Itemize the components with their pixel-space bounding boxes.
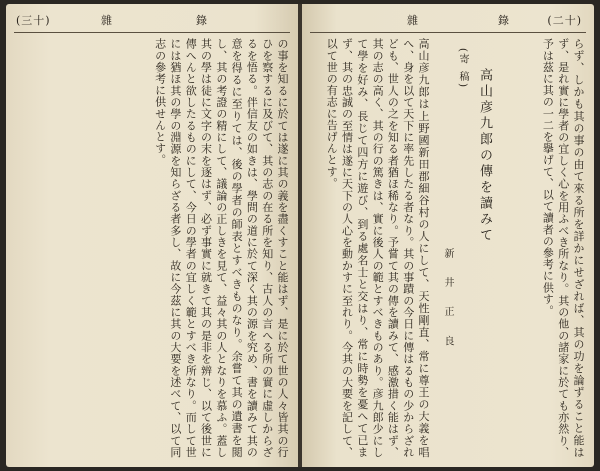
left-header-rule xyxy=(14,32,290,33)
right-page xyxy=(302,4,594,467)
right-page-number: (二十) xyxy=(547,14,582,27)
left-body-text: の事を知るに於ては遂に其の義を盡くすこと能はず、是に於て世の人々皆其の行ひを察するに及びて、其の志の在る所を知り、古人の言へる所の實に虛しからざるを悟る。伴信友の如きは、學問の道に於て深く其の源を究め、書を讀みて其の意を得るに至りては、後の學者の師表とすべきものなり。余嘗て其の遺書を閲し、其の考證の精にして、議論の正しきを見て、益々其の人となりを慕ふ。蓋し其の學は徒に文字の末を逐はず、必ず事實に就きて其の是非を辨じ、以て後世に傳へんと欲したるものにして、今日の學者の宜しく範とすべき所なり。而して世には猶ほ其の學の淵源を知らざる者多し、故に今茲に其の大要を述べて、以て同志の參考に供せんとす。 xyxy=(153,38,289,458)
article-byline xyxy=(434,38,470,458)
left-page xyxy=(6,4,298,467)
article-title: 高山彦九郎の傳を讀みて xyxy=(477,68,492,244)
article-author: 新 井 正 良 xyxy=(442,248,453,354)
left-header-char-1: 雜 xyxy=(101,14,114,27)
left-page-number: (三十) xyxy=(16,14,51,27)
right-running-head xyxy=(302,12,594,30)
right-body-text-top: らず、しかも其の事の由て來る所を詳かにせざれば、其の功を論ずること能はず、是れ實に學者の宜しく心を用ふべき所なり。其の他の諸家に於ても亦然り、予は茲に其の一二を擧げて、以て讀者の參考に供す。 xyxy=(541,38,585,458)
left-header-char-2: 錄 xyxy=(196,14,209,27)
right-body-text-article: 高山彦九郎は上野國新田郡細谷村の人にして、天性剛直、常に尊王の大義を唱へ、身を以て天下に率先したる者なり。其の事蹟の今日に傳はるもの少からざれども、世人の之を知る者猶ほ稀なり。予嘗て其の傳を讀みて、感激措く能はず、其の志の高く、其の行の篤きは、實に後人の範とすべきものあり。彦九郎少にして學を好み、長じて四方に遊び、到る處名士と交はり、常に時勢を憂へて已まず、其の忠誠の至情は遂に天下の人心を動かすに至れり。今其の大要を記して、以て世の有志に告げんとす。 xyxy=(325,38,430,458)
right-header-rule xyxy=(310,32,586,33)
book-spread xyxy=(6,4,594,467)
article-genre: (寄 稿) xyxy=(457,48,468,89)
left-running-head xyxy=(6,12,298,30)
right-header-char-2: 錄 xyxy=(498,14,511,27)
right-header-char-1: 雜 xyxy=(407,14,420,27)
